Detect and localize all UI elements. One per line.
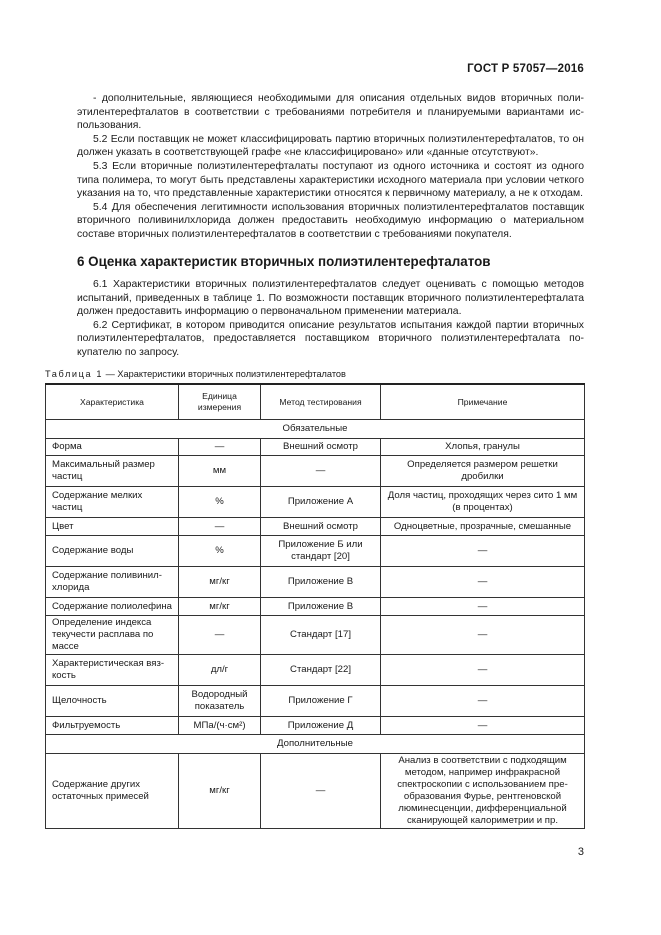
table-row — [46, 456, 585, 487]
cell-characteristic: Форма — [46, 439, 179, 456]
cell-characteristic: Содержание полиолефина — [46, 598, 179, 616]
cell-unit: — — [179, 616, 261, 655]
cell-method: — — [261, 456, 381, 487]
cell-method: Приложение В — [261, 567, 381, 598]
cell-note: Одноцветные, прозрачные, смешанные — [381, 518, 585, 536]
cell-note: — — [381, 717, 585, 735]
table-row — [46, 487, 585, 518]
cell-characteristic: Максимальный размер частиц — [46, 456, 179, 487]
cell-characteristic: Фильтруемость — [46, 717, 179, 735]
table-row — [46, 598, 585, 616]
table-row — [46, 717, 585, 735]
cell-method: Внешний осмотр — [261, 439, 381, 456]
paragraph-5-2: 5.2 Если поставщик не может классифицировать партию вторичных полиэтилентерефталатов, то он должен указать в соответствующей графе «не классифицировано» или «данные отсутствуют». — [77, 133, 584, 159]
cell-characteristic: Содержание поливинилхлорида — [46, 567, 179, 598]
cell-unit: мг/кг — [179, 567, 261, 598]
cell-note: — — [381, 686, 585, 717]
table-row — [46, 518, 585, 536]
table-caption-label: Таблица 1 — [45, 369, 104, 379]
cell-note: Определяется размером решетки дробилки — [381, 456, 585, 487]
cell-unit: % — [179, 487, 261, 518]
cell-method: Приложение Б или стандарт [20] — [261, 536, 381, 567]
cell-method: Приложение Д — [261, 717, 381, 735]
table-body — [46, 420, 585, 829]
cell-characteristic: Содержание других остаточных примесей — [46, 754, 179, 829]
cell-unit: мг/кг — [179, 754, 261, 829]
document-header: ГОСТ Р 57057—2016 — [467, 63, 584, 75]
paragraph-5-3: 5.3 Если вторичные полиэтилентерефталаты поступают из одного источника и состоят из одного типа полимера, то могут быть представлены характеристики исходного материала при условии четкого указания на то, что представленные характеристики относятся к первичному материалу, а не к отходам. — [77, 160, 584, 200]
column-header-method: Метод тестирования — [261, 384, 381, 420]
cell-characteristic: Содержание воды — [46, 536, 179, 567]
cell-unit: — — [179, 518, 261, 536]
cell-characteristic: Щелочность — [46, 686, 179, 717]
cell-characteristic: Определение индекса текучести расплава по массе — [46, 616, 179, 655]
table-row — [46, 655, 585, 686]
cell-method: Стандарт [17] — [261, 616, 381, 655]
page-number: 3 — [577, 846, 584, 858]
cell-characteristic: Характеристическая вязкость — [46, 655, 179, 686]
cell-note: — — [381, 598, 585, 616]
table-row — [46, 686, 585, 717]
cell-method: Стандарт [22] — [261, 655, 381, 686]
column-header-unit: Единица измерения — [179, 384, 261, 420]
section-6-text — [77, 278, 584, 360]
table-row — [46, 567, 585, 598]
cell-unit: % — [179, 536, 261, 567]
paragraph-6-1: 6.1 Характеристики вторичных полиэтилентерефталатов следует оценивать с помощью методов испытаний, приведенных в таблице 1. По возможности поставщик вторичного полиэтилентерефталата должен предоставить информацию о первоначальном применении материала. — [77, 279, 584, 318]
characteristics-table — [45, 383, 585, 829]
column-header-characteristic: Характеристика — [46, 384, 179, 420]
cell-method: — — [261, 754, 381, 829]
table-row — [46, 616, 585, 655]
paragraph-6-2: 6.2 Сертификат, в котором приводится описание результатов испытания каждой партии вторичных полиэтилентерефталатов, предоставляется поставщиком вторичного полиэтилентерефталата покупателю по запросу. — [77, 319, 584, 358]
table-row — [46, 754, 585, 829]
table-caption — [45, 369, 346, 379]
cell-unit: — — [179, 439, 261, 456]
paragraph-5-1-item: - дополнительные, являющиеся необходимыми для описания отдельных видов вторичных полиэтилентерефталатов в соответствии с требованиями потребителя и планируемыми вариантами использования. — [77, 93, 584, 132]
column-header-note: Примечание — [381, 384, 585, 420]
cell-note: — — [381, 536, 585, 567]
cell-unit: дл/г — [179, 655, 261, 686]
table-row — [46, 439, 585, 456]
table-row — [46, 536, 585, 567]
cell-note: — — [381, 655, 585, 686]
paragraph-5-4: 5.4 Для обеспечения легитимности использования вторичных полиэтилентерефталатов поставщик вторичного поливинилхлорида должен предоставить необходимую информацию о материальном составе вторичных полиэтилентерефталатов в соответствии с требованиями покупателя. — [77, 201, 584, 240]
cell-note: — — [381, 616, 585, 655]
section-row-optional: Дополнительные — [46, 735, 585, 754]
table-caption-text: — Характеристики вторичных полиэтилентерефталатов — [103, 369, 346, 379]
cell-note: Хлопья, гранулы — [381, 439, 585, 456]
section-row-mandatory: Обязательные — [46, 420, 585, 439]
cell-unit: мг/кг — [179, 598, 261, 616]
intro-text — [77, 92, 584, 242]
cell-method: Внешний осмотр — [261, 518, 381, 536]
cell-note: Анализ в соответствии с подходящим методом, например инфракрасной спектроскопии с использованием преобразования Фурье, рентгеновской люминесценции, дифференциальной сканирующей калориметрии и пр. — [381, 754, 585, 829]
cell-characteristic: Цвет — [46, 518, 179, 536]
cell-unit: МПа/(ч·см²) — [179, 717, 261, 735]
cell-note: — — [381, 567, 585, 598]
cell-unit: Водородный показатель — [179, 686, 261, 717]
cell-characteristic: Содержание мелких частиц — [46, 487, 179, 518]
section-6-heading: 6 Оценка характеристик вторичных полиэтилентерефталатов — [77, 254, 491, 269]
cell-unit: мм — [179, 456, 261, 487]
cell-note: Доля частиц, проходящих через сито 1 мм (в процентах) — [381, 487, 585, 518]
cell-method: Приложение В — [261, 598, 381, 616]
cell-method: Приложение А — [261, 487, 381, 518]
cell-method: Приложение Г — [261, 686, 381, 717]
